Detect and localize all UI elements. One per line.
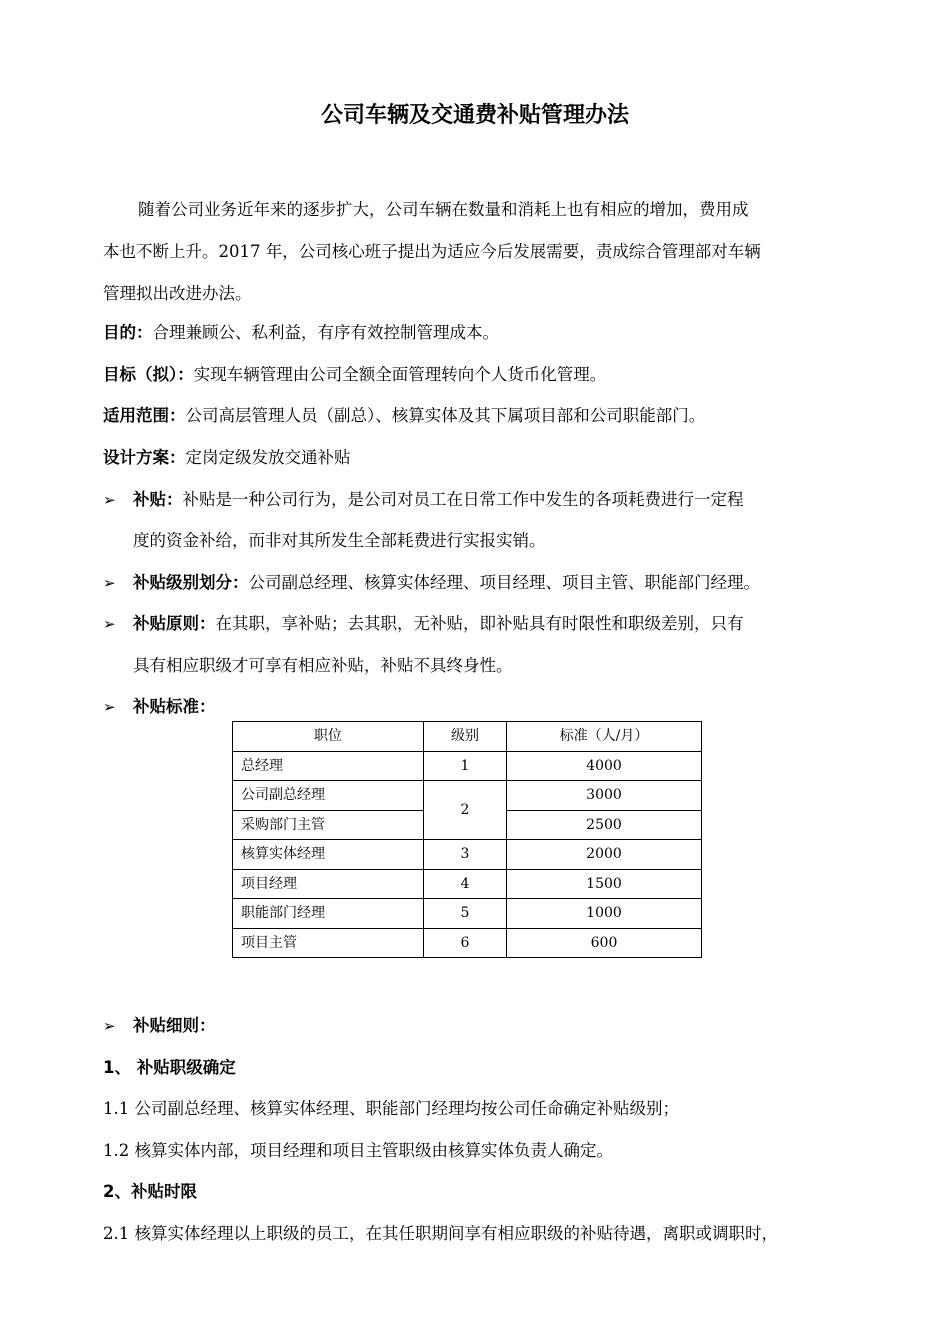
purpose-label: 目的： [103, 323, 153, 342]
details-line [133, 1014, 216, 1038]
goal-text: 实现车辆管理由公司全额全面管理转向个人货币化管理。 [193, 365, 607, 384]
cell-level: 6 [424, 928, 507, 958]
bullet-standard-line [133, 695, 216, 719]
document-title: 公司车辆及交通费补贴管理办法 [320, 103, 629, 128]
section1-heading: 1、 补贴职级确定 [103, 1058, 236, 1077]
purpose-text: 合理兼顾公、私利益，有序有效控制管理成本。 [152, 323, 499, 342]
table-row [233, 928, 702, 958]
scope-line [103, 404, 705, 428]
bullet-principle-line-1 [133, 612, 744, 636]
cell-level: 1 [424, 751, 507, 781]
intro-line-3: 管理拟出改进办法。 [103, 284, 252, 303]
cell-position: 公司副总经理 [233, 781, 424, 811]
table-row [233, 751, 702, 781]
bullet-principle-line-2: 具有相应职级才可享有相应补贴，补贴不具终身性。 [133, 656, 513, 675]
intro-line-1: 随着公司业务近年来的逐步扩大，公司车辆在数量和消耗上也有相应的增加，费用成 [138, 200, 749, 219]
section1-item-1: 1.1 公司副总经理、核算实体经理、职能部门经理均按公司任命确定补贴级别； [103, 1099, 679, 1118]
cell-position: 总经理 [233, 751, 424, 781]
details-label: 补贴细则： [133, 1016, 216, 1035]
bullet-standard-label: 补贴标准： [133, 697, 216, 716]
cell-position: 采购部门主管 [233, 810, 424, 840]
bullet-principle-label: 补贴原则： [133, 614, 216, 633]
cell-level: 3 [424, 840, 507, 870]
arrow-bullet-icon: ➢ [103, 491, 116, 509]
cell-standard: 2000 [507, 840, 702, 870]
goal-line [103, 363, 606, 387]
cell-position: 核算实体经理 [233, 840, 424, 870]
section1-item-2: 1.2 核算实体内部，项目经理和项目主管职级由核算实体负责人确定。 [103, 1141, 613, 1160]
header-standard: 标准（人/月） [507, 722, 702, 752]
bullet-levels-label: 补贴级别划分： [133, 573, 249, 592]
cell-position: 项目主管 [233, 928, 424, 958]
subsidy-standard-table [232, 721, 702, 958]
table-row [233, 840, 702, 870]
cell-standard: 4000 [507, 751, 702, 781]
design-text: 定岗定级发放交通补贴 [185, 448, 351, 467]
bullet-levels-line [133, 571, 760, 595]
purpose-line [103, 321, 499, 345]
table-row [233, 781, 702, 811]
section2-heading: 2、补贴时限 [103, 1182, 197, 1201]
cell-standard: 600 [507, 928, 702, 958]
cell-level: 2 [424, 781, 507, 840]
section2-item-1: 2.1 核算实体经理以上职级的员工，在其任职期间享有相应职级的补贴待遇，离职或调职时， [103, 1224, 778, 1243]
cell-position: 职能部门经理 [233, 899, 424, 929]
cell-position: 项目经理 [233, 869, 424, 899]
design-label: 设计方案： [103, 448, 186, 467]
table-row [233, 899, 702, 929]
cell-standard: 3000 [507, 781, 702, 811]
header-level: 级别 [424, 722, 507, 752]
table-header-row [233, 722, 702, 752]
goal-label: 目标（拟）： [103, 365, 194, 384]
scope-text: 公司高层管理人员（副总）、核算实体及其下属项目部和公司职能部门。 [185, 406, 706, 425]
design-line [103, 446, 351, 470]
cell-level: 5 [424, 899, 507, 929]
cell-level: 4 [424, 869, 507, 899]
bullet-levels-text: 公司副总经理、核算实体经理、项目经理、项目主管、职能部门经理。 [248, 573, 760, 592]
bullet-subsidy-label: 补贴： [133, 490, 183, 509]
table-row [233, 869, 702, 899]
bullet-subsidy-text: 补贴是一种公司行为，是公司对员工在日常工作中发生的各项耗费进行一定程 [182, 490, 744, 509]
cell-standard: 1000 [507, 899, 702, 929]
bullet-principle-text: 在其职，享补贴；去其职，无补贴，即补贴具有时限性和职级差别，只有 [215, 614, 744, 633]
bullet-subsidy-line-2: 度的资金补给，而非对其所发生全部耗费进行实报实销。 [133, 531, 546, 550]
bullet-subsidy-line-1 [133, 488, 744, 512]
cell-standard: 2500 [507, 810, 702, 840]
arrow-bullet-icon: ➢ [103, 574, 116, 592]
arrow-bullet-icon: ➢ [103, 698, 116, 716]
header-position: 职位 [233, 722, 424, 752]
cell-standard: 1500 [507, 869, 702, 899]
intro-line-2: 本也不断上升。2017 年，公司核心班子提出为适应今后发展需要，责成综合管理部对车辆 [103, 242, 761, 261]
arrow-bullet-icon: ➢ [103, 1017, 116, 1035]
scope-label: 适用范围： [103, 406, 186, 425]
arrow-bullet-icon: ➢ [103, 615, 116, 633]
